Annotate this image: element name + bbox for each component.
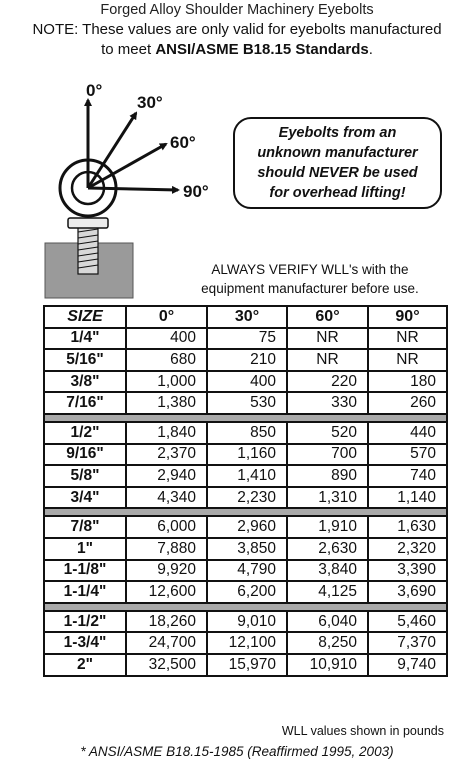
wll-value-cell: NR <box>368 349 447 371</box>
table-row <box>44 516 447 538</box>
table-row <box>44 422 447 444</box>
size-cell: 3/8" <box>44 371 126 393</box>
wll-value-cell: 32,500 <box>126 654 207 676</box>
arrow-90-icon <box>88 188 178 190</box>
table-body <box>44 328 447 676</box>
standard-name: ANSI/ASME B18.15 Standards <box>155 41 369 58</box>
wll-value-cell: NR <box>368 328 447 350</box>
wll-value-cell: 440 <box>368 422 447 444</box>
size-cell: 1/2" <box>44 422 126 444</box>
table-row <box>44 349 447 371</box>
wll-value-cell: 2,320 <box>368 538 447 560</box>
wll-value-cell: 5,460 <box>368 611 447 633</box>
verify-line-2: equipment manufacturer before use. <box>201 281 419 296</box>
wll-value-cell: 6,000 <box>126 516 207 538</box>
wll-value-cell: 15,970 <box>207 654 287 676</box>
wll-value-cell: 9,920 <box>126 560 207 582</box>
warning-line-1: Eyebolts from an <box>278 125 397 141</box>
column-header-30deg: 30° <box>207 306 287 328</box>
wll-value-cell: 890 <box>287 465 368 487</box>
wll-value-cell: 700 <box>287 444 368 466</box>
table-row <box>44 465 447 487</box>
wll-value-cell: 3,390 <box>368 560 447 582</box>
size-cell: 2" <box>44 654 126 676</box>
warning-emphasis: NEVER <box>308 165 359 181</box>
document-title: Forged Alloy Shoulder Machinery Eyebolts <box>100 2 374 18</box>
wll-value-cell: 2,230 <box>207 487 287 509</box>
wll-table <box>43 305 448 677</box>
size-cell: 1-3/4" <box>44 632 126 654</box>
table-row <box>44 654 447 676</box>
size-cell: 1/4" <box>44 328 126 350</box>
table-row <box>44 581 447 603</box>
table-row <box>44 538 447 560</box>
size-cell: 1" <box>44 538 126 560</box>
table-row <box>44 487 447 509</box>
wll-value-cell: 7,370 <box>368 632 447 654</box>
wll-value-cell: 850 <box>207 422 287 444</box>
wll-value-cell: 1,410 <box>207 465 287 487</box>
table-row <box>44 328 447 350</box>
wll-value-cell: 2,940 <box>126 465 207 487</box>
warning-line-3: should NEVER be used <box>257 165 418 181</box>
wll-value-cell: 2,960 <box>207 516 287 538</box>
size-cell: 9/16" <box>44 444 126 466</box>
wll-value-cell: 2,370 <box>126 444 207 466</box>
wll-value-cell: 1,840 <box>126 422 207 444</box>
wll-value-cell: 260 <box>368 392 447 414</box>
wll-value-cell: 3,850 <box>207 538 287 560</box>
wll-value-cell: 1,140 <box>368 487 447 509</box>
wll-value-cell: 400 <box>207 371 287 393</box>
group-separator <box>44 603 447 611</box>
wll-value-cell: 1,160 <box>207 444 287 466</box>
table-row <box>44 371 447 393</box>
separator-bar <box>44 414 447 422</box>
note-line-2: to meet ANSI/ASME B18.15 Standards. <box>101 41 373 58</box>
wll-value-cell: NR <box>287 328 368 350</box>
size-cell: 1-1/8" <box>44 560 126 582</box>
separator-bar <box>44 603 447 611</box>
units-note: WLL values shown in pounds <box>281 724 444 738</box>
wll-value-cell: 75 <box>207 328 287 350</box>
warning-box <box>233 117 442 209</box>
size-cell: 7/8" <box>44 516 126 538</box>
table-row <box>44 392 447 414</box>
wll-value-cell: 18,260 <box>126 611 207 633</box>
wll-value-cell: 4,125 <box>287 581 368 603</box>
angle-label-90: 90° <box>183 182 209 201</box>
angle-label-0: 0° <box>86 81 103 100</box>
wll-value-cell: 6,200 <box>207 581 287 603</box>
size-cell: 1-1/4" <box>44 581 126 603</box>
wll-value-cell: 12,100 <box>207 632 287 654</box>
wll-value-cell: 570 <box>368 444 447 466</box>
wll-value-cell: 400 <box>126 328 207 350</box>
separator-bar <box>44 508 447 516</box>
wll-value-cell: 9,010 <box>207 611 287 633</box>
wll-value-cell: 330 <box>287 392 368 414</box>
warning-line-4: for overhead lifting! <box>269 185 406 201</box>
wll-value-cell: 12,600 <box>126 581 207 603</box>
warning-line-2: unknown manufacturer <box>257 145 418 161</box>
group-separator <box>44 508 447 516</box>
wll-value-cell: 9,740 <box>368 654 447 676</box>
size-cell: 5/16" <box>44 349 126 371</box>
table-row <box>44 444 447 466</box>
wll-value-cell: 7,880 <box>126 538 207 560</box>
wll-value-cell: 1,630 <box>368 516 447 538</box>
angle-label-30: 30° <box>137 93 163 112</box>
column-header-90deg: 90° <box>368 306 447 328</box>
angle-label-60: 60° <box>170 133 196 152</box>
wll-value-cell: 3,690 <box>368 581 447 603</box>
shoulder-icon <box>68 218 108 228</box>
wll-value-cell: 24,700 <box>126 632 207 654</box>
note-line-1: NOTE: These values are only valid for eyebolts manufactured <box>32 21 442 38</box>
wll-value-cell: 520 <box>287 422 368 444</box>
column-header-0deg: 0° <box>126 306 207 328</box>
wll-value-cell: 680 <box>126 349 207 371</box>
wll-value-cell: 740 <box>368 465 447 487</box>
table-row <box>44 632 447 654</box>
table-row <box>44 611 447 633</box>
wll-value-cell: 4,340 <box>126 487 207 509</box>
footnote: * ANSI/ASME B18.15-1985 (Reaffirmed 1995, 2003) <box>80 744 394 759</box>
size-cell: 7/16" <box>44 392 126 414</box>
wll-value-cell: 1,000 <box>126 371 207 393</box>
wll-value-cell: 10,910 <box>287 654 368 676</box>
table-header-row <box>44 306 447 328</box>
verify-line-1: ALWAYS VERIFY WLL's with the <box>211 262 409 277</box>
table-row <box>44 560 447 582</box>
wll-value-cell: NR <box>287 349 368 371</box>
wll-value-cell: 1,310 <box>287 487 368 509</box>
wll-value-cell: 180 <box>368 371 447 393</box>
wll-value-cell: 1,910 <box>287 516 368 538</box>
column-header-60deg: 60° <box>287 306 368 328</box>
wll-value-cell: 1,380 <box>126 392 207 414</box>
wll-value-cell: 3,840 <box>287 560 368 582</box>
wll-value-cell: 4,790 <box>207 560 287 582</box>
wll-value-cell: 210 <box>207 349 287 371</box>
wll-value-cell: 6,040 <box>287 611 368 633</box>
wll-value-cell: 8,250 <box>287 632 368 654</box>
wll-value-cell: 2,630 <box>287 538 368 560</box>
group-separator <box>44 414 447 422</box>
size-cell: 3/4" <box>44 487 126 509</box>
column-header-size: SIZE <box>44 306 126 328</box>
size-cell: 1-1/2" <box>44 611 126 633</box>
wll-value-cell: 220 <box>287 371 368 393</box>
size-cell: 5/8" <box>44 465 126 487</box>
wll-value-cell: 530 <box>207 392 287 414</box>
